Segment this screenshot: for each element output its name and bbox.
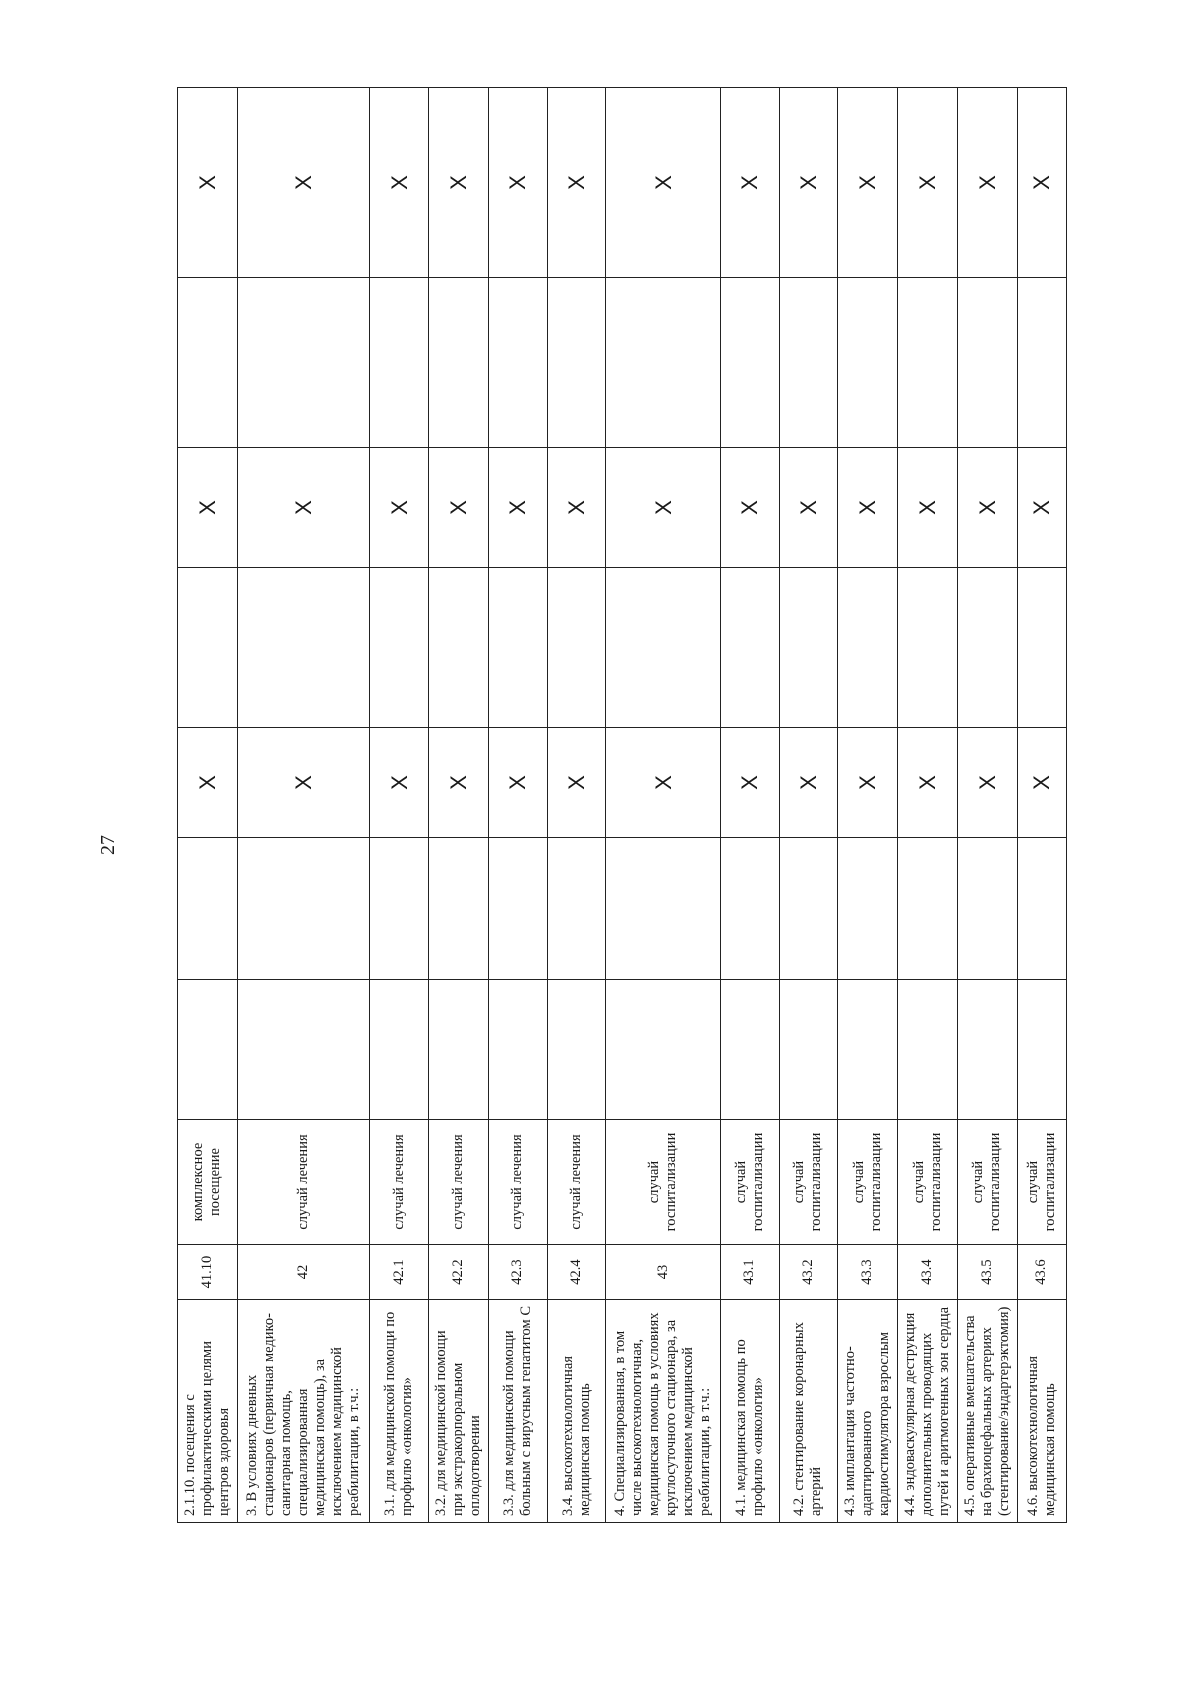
indicator-name-cell: 4.4. эндоваскулярная деструкция дополнительных проводящих путей и аритмогенных зон сердца — [898, 1300, 958, 1523]
value-cell — [178, 980, 238, 1120]
value-cell: X — [720, 448, 779, 568]
value-cell: X — [1017, 88, 1066, 278]
value-cell: X — [1017, 448, 1066, 568]
value-cell: X — [488, 448, 547, 568]
value-cell — [720, 568, 779, 728]
indicator-name-cell: 3.4. высокотехнологичная медицинская помощь — [547, 1300, 606, 1523]
value-cell — [429, 568, 489, 728]
value-cell: X — [237, 448, 369, 568]
row-code-cell: 42.2 — [429, 1245, 489, 1300]
value-cell — [370, 980, 429, 1120]
value-cell — [429, 980, 489, 1120]
value-cell: X — [1017, 728, 1066, 838]
unit-cell: комплексное посещение — [178, 1120, 238, 1245]
indicator-name-cell: 4. Специализированная, в том числе высокотехнологичная, медицинская помощь в условиях круглосуточного стационара, за исключением медицинской реабилитации, в т.ч.: — [606, 1300, 720, 1523]
value-cell — [237, 980, 369, 1120]
unit-cell: случай госпитализации — [779, 1120, 838, 1245]
row-code-cell: 43.5 — [957, 1245, 1017, 1300]
value-cell: X — [838, 728, 898, 838]
value-cell — [720, 980, 779, 1120]
row-code-cell: 42 — [237, 1245, 369, 1300]
value-cell: X — [720, 88, 779, 278]
indicator-name-cell: 4.1. медицинская помощь по профилю «онкология» — [720, 1300, 779, 1523]
value-cell — [606, 278, 720, 448]
value-cell — [957, 980, 1017, 1120]
row-code-cell: 43.1 — [720, 1245, 779, 1300]
value-cell: X — [606, 728, 720, 838]
value-cell — [957, 838, 1017, 980]
value-cell — [720, 278, 779, 448]
row-code-cell: 41.10 — [178, 1245, 238, 1300]
value-cell — [1017, 568, 1066, 728]
value-cell: X — [429, 88, 489, 278]
value-cell — [898, 838, 958, 980]
rotated-table-frame — [177, 88, 1067, 1523]
value-cell — [838, 568, 898, 728]
value-cell — [237, 568, 369, 728]
indicator-name-cell: 4.5. оперативные вмешательства на брахиоцефальных артериях (стентирование/эндартерэктомия) — [957, 1300, 1017, 1523]
value-cell: X — [488, 728, 547, 838]
value-cell: X — [178, 448, 238, 568]
indicator-name-cell: 4.2. стентирование коронарных артерий — [779, 1300, 838, 1523]
value-cell: X — [429, 728, 489, 838]
unit-cell: случай лечения — [237, 1120, 369, 1245]
value-cell — [838, 278, 898, 448]
value-cell: X — [898, 88, 958, 278]
value-cell — [547, 980, 606, 1120]
value-cell — [898, 980, 958, 1120]
value-cell: X — [838, 448, 898, 568]
table-row — [488, 88, 547, 1523]
row-code-cell: 42.3 — [488, 1245, 547, 1300]
table-row — [838, 88, 898, 1523]
indicator-name-cell: 3.3. для медицинской помощи больным с вирусным гепатитом С — [488, 1300, 547, 1523]
row-code-cell: 43.4 — [898, 1245, 958, 1300]
value-cell: X — [178, 88, 238, 278]
page-number: 27 — [97, 835, 119, 855]
unit-cell: случай госпитализации — [957, 1120, 1017, 1245]
value-cell: X — [779, 448, 838, 568]
value-cell — [606, 568, 720, 728]
table-row — [429, 88, 489, 1523]
value-cell — [779, 980, 838, 1120]
value-cell: X — [957, 88, 1017, 278]
unit-cell: случай лечения — [429, 1120, 489, 1245]
row-code-cell: 42.1 — [370, 1245, 429, 1300]
value-cell: X — [547, 728, 606, 838]
value-cell: X — [957, 728, 1017, 838]
value-cell: X — [720, 728, 779, 838]
value-cell — [370, 278, 429, 448]
value-cell — [779, 838, 838, 980]
value-cell: X — [370, 88, 429, 278]
value-cell — [429, 838, 489, 980]
value-cell — [898, 278, 958, 448]
table-row — [898, 88, 958, 1523]
value-cell — [957, 568, 1017, 728]
value-cell: X — [898, 448, 958, 568]
value-cell — [957, 278, 1017, 448]
value-cell — [237, 838, 369, 980]
value-cell: X — [779, 728, 838, 838]
value-cell — [720, 838, 779, 980]
value-cell — [1017, 838, 1066, 980]
value-cell: X — [547, 88, 606, 278]
unit-cell: случай госпитализации — [898, 1120, 958, 1245]
row-code-cell: 42.4 — [547, 1245, 606, 1300]
unit-cell: случай госпитализации — [606, 1120, 720, 1245]
table-row — [779, 88, 838, 1523]
value-cell: X — [606, 448, 720, 568]
value-cell — [547, 278, 606, 448]
value-cell — [488, 838, 547, 980]
value-cell — [370, 568, 429, 728]
table-row — [178, 88, 238, 1523]
row-code-cell: 43.3 — [838, 1245, 898, 1300]
data-table — [177, 87, 1067, 1523]
unit-cell: случай лечения — [488, 1120, 547, 1245]
table-row — [370, 88, 429, 1523]
value-cell — [606, 980, 720, 1120]
unit-cell: случай госпитализации — [1017, 1120, 1066, 1245]
value-cell — [779, 568, 838, 728]
value-cell — [779, 278, 838, 448]
value-cell: X — [488, 88, 547, 278]
value-cell — [237, 278, 369, 448]
unit-cell: случай госпитализации — [720, 1120, 779, 1245]
indicator-name-cell: 2.1.10. посещения с профилактическими целями центров здоровья — [178, 1300, 238, 1523]
value-cell — [838, 838, 898, 980]
table-row — [606, 88, 720, 1523]
value-cell: X — [370, 728, 429, 838]
indicator-name-cell: 4.3. имплантация частотно-адаптированного кардиостимулятора взрослым — [838, 1300, 898, 1523]
value-cell: X — [779, 88, 838, 278]
value-cell: X — [898, 728, 958, 838]
value-cell — [547, 568, 606, 728]
value-cell — [488, 568, 547, 728]
value-cell: X — [178, 728, 238, 838]
value-cell — [178, 278, 238, 448]
value-cell — [838, 980, 898, 1120]
table-row — [547, 88, 606, 1523]
value-cell: X — [547, 448, 606, 568]
value-cell: X — [838, 88, 898, 278]
value-cell — [488, 278, 547, 448]
value-cell — [370, 838, 429, 980]
table-row — [1017, 88, 1066, 1523]
table-row — [720, 88, 779, 1523]
table-body — [178, 88, 1067, 1523]
unit-cell: случай лечения — [370, 1120, 429, 1245]
value-cell — [898, 568, 958, 728]
value-cell — [429, 278, 489, 448]
row-code-cell: 43 — [606, 1245, 720, 1300]
value-cell — [178, 568, 238, 728]
value-cell — [178, 838, 238, 980]
indicator-name-cell: 3.1. для медицинской помощи по профилю «онкология» — [370, 1300, 429, 1523]
indicator-name-cell: 3.2. для медицинской помощи при экстракорпоральном оплодотворении — [429, 1300, 489, 1523]
value-cell — [1017, 980, 1066, 1120]
value-cell — [1017, 278, 1066, 448]
value-cell: X — [429, 448, 489, 568]
value-cell: X — [957, 448, 1017, 568]
indicator-name-cell: 4.6. высокотехнологичная медицинская помощь — [1017, 1300, 1066, 1523]
row-code-cell: 43.6 — [1017, 1245, 1066, 1300]
value-cell: X — [606, 88, 720, 278]
indicator-name-cell: 3. В условиях дневных стационаров (первичная медико-санитарная помощь, специализированная медицинская помощь), за исключением медицинской реабилитации, в т.ч.: — [237, 1300, 369, 1523]
table-row — [957, 88, 1017, 1523]
value-cell: X — [370, 448, 429, 568]
table-row — [237, 88, 369, 1523]
row-code-cell: 43.2 — [779, 1245, 838, 1300]
value-cell — [488, 980, 547, 1120]
value-cell — [606, 838, 720, 980]
value-cell — [547, 838, 606, 980]
value-cell: X — [237, 728, 369, 838]
unit-cell: случай лечения — [547, 1120, 606, 1245]
value-cell: X — [237, 88, 369, 278]
unit-cell: случай госпитализации — [838, 1120, 898, 1245]
